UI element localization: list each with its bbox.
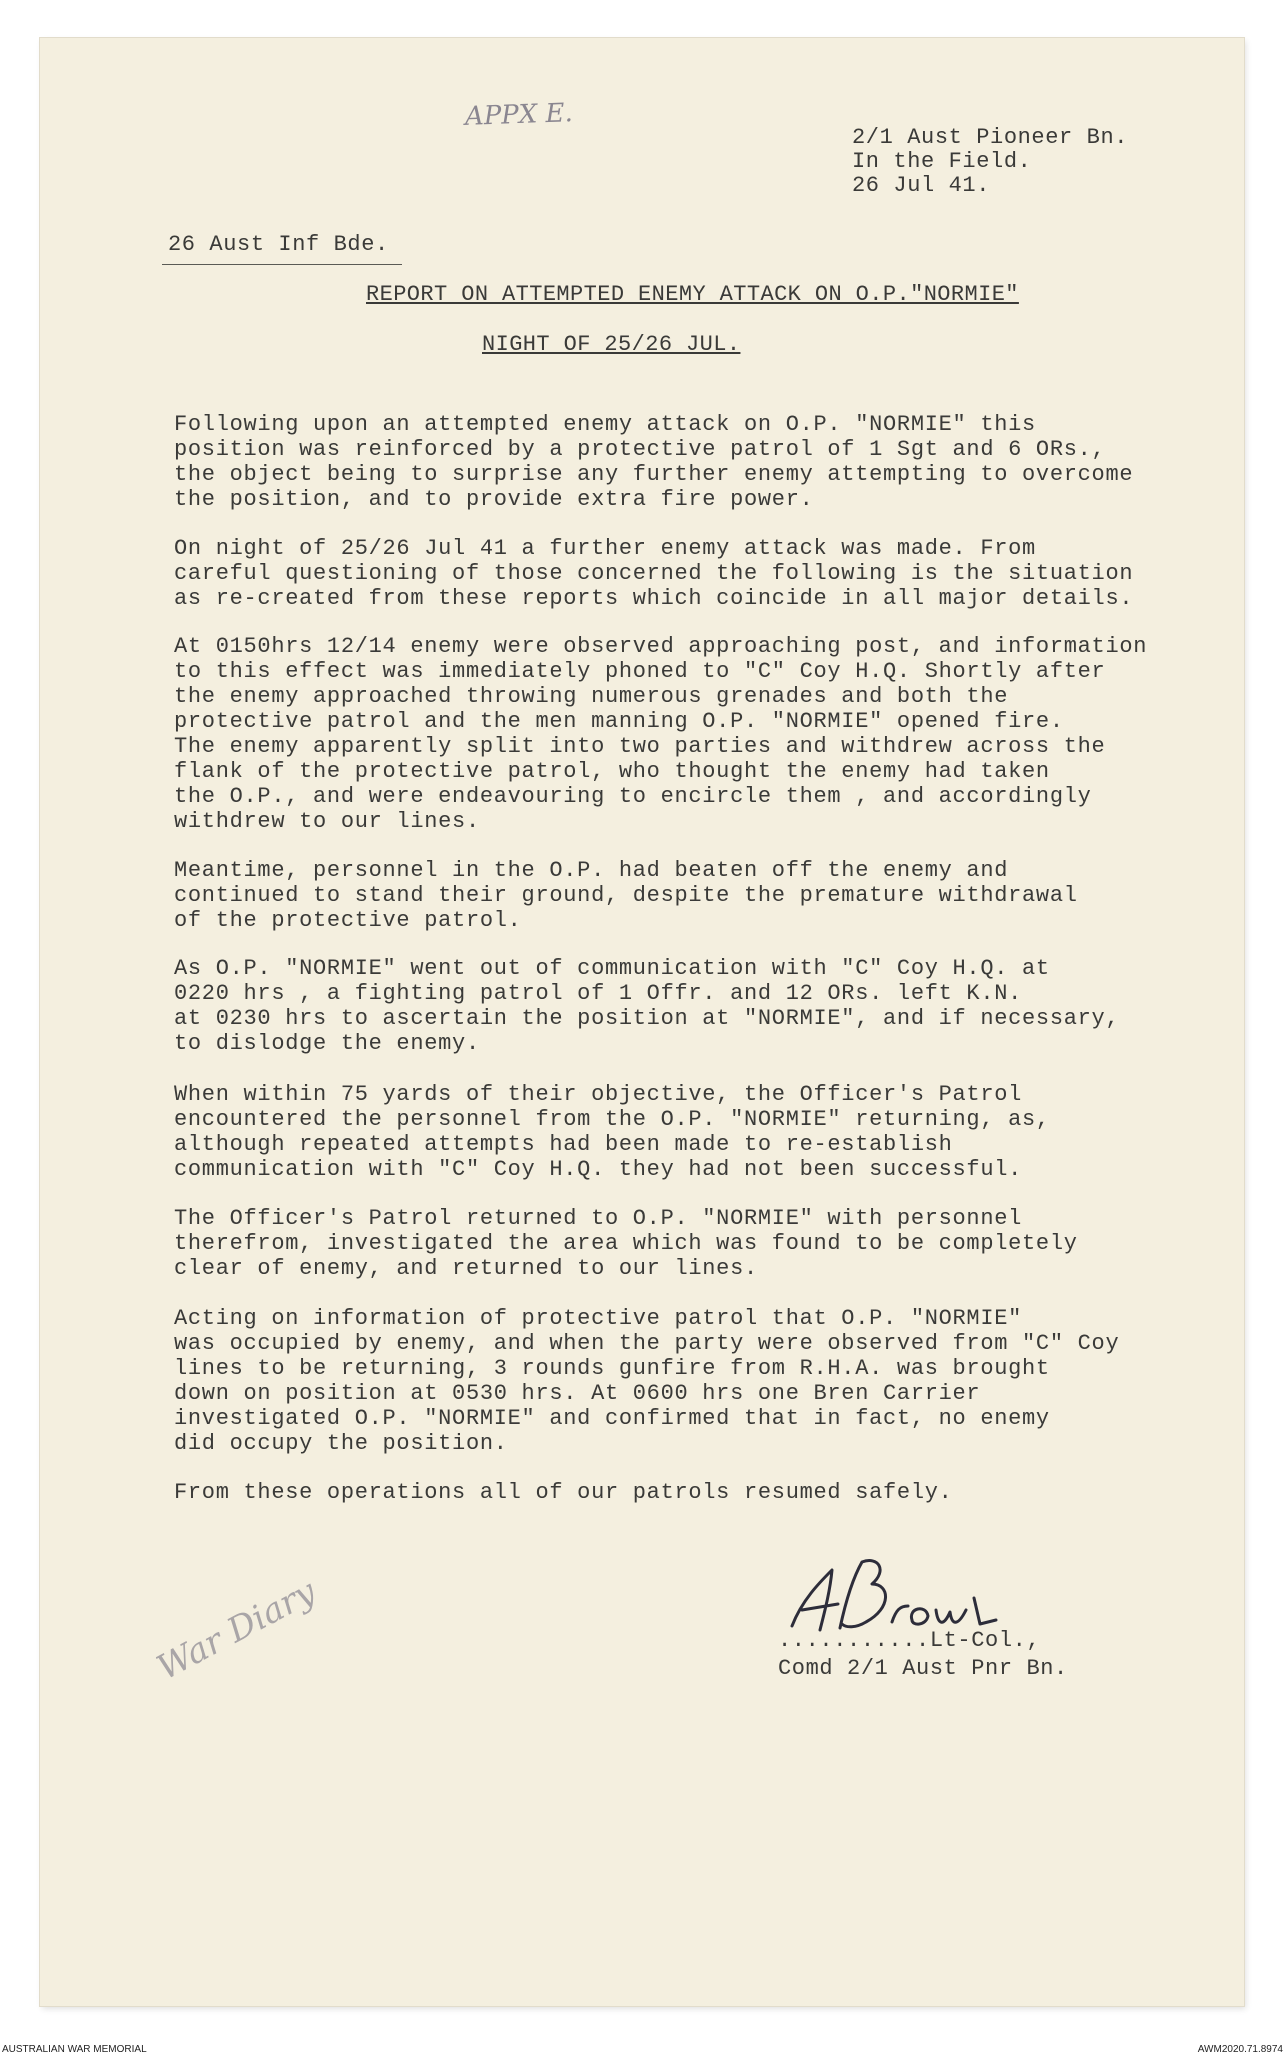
archive-reference: AWM2020.71.8974 bbox=[1197, 2044, 1283, 2055]
paragraph-line: flank of the protective patrol, who thought the enemy had taken bbox=[174, 759, 1050, 784]
paragraph-line: the enemy approached throwing numerous grenades and both the bbox=[174, 684, 1009, 709]
paragraph-9 bbox=[174, 1480, 1224, 1505]
report-title: REPORT ON ATTEMPTED ENEMY ATTACK ON O.P."NORMIE" bbox=[366, 282, 1019, 307]
letterhead-location: In the Field. bbox=[852, 149, 1032, 174]
paragraph-line: down on position at 0530 hrs. At 0600 hrs one Bren Carrier bbox=[174, 1381, 981, 1406]
paragraph-5 bbox=[174, 956, 1224, 1056]
paragraph-line: did occupy the position. bbox=[174, 1431, 508, 1456]
paragraph-line: withdrew to our lines. bbox=[174, 809, 480, 834]
paragraph-line: investigated O.P. "NORMIE" and confirmed that in fact, no enemy bbox=[174, 1406, 1050, 1431]
paragraph-line: careful questioning of those concerned the following is the situation bbox=[174, 561, 1134, 586]
appendix-annotation: APPX E. bbox=[464, 98, 574, 132]
war-diary-annotation: War Diary bbox=[150, 1571, 323, 1689]
paragraph-4 bbox=[174, 858, 1224, 933]
report-subtitle: NIGHT OF 25/26 JUL. bbox=[482, 332, 741, 357]
letterhead-unit: 2/1 Aust Pioneer Bn. bbox=[852, 125, 1129, 150]
paragraph-line: although repeated attempts had been made to re-establish bbox=[174, 1132, 953, 1157]
paragraph-line: The enemy apparently split into two parties and withdrew across the bbox=[174, 734, 1106, 759]
paragraph-line: As O.P. "NORMIE" went out of communication with "C" Coy H.Q. at bbox=[174, 956, 1050, 981]
paragraph-line: At 0150hrs 12/14 enemy were observed approaching post, and information bbox=[174, 634, 1148, 659]
letterhead-date: 26 Jul 41. bbox=[852, 173, 991, 198]
signature-rank-line: ...........Lt-Col., bbox=[778, 1628, 1041, 1653]
addressee-underline bbox=[162, 264, 402, 265]
paragraph-line: On night of 25/26 Jul 41 a further enemy attack was made. From bbox=[174, 536, 1036, 561]
paragraph-2 bbox=[174, 536, 1224, 611]
paragraph-7 bbox=[174, 1206, 1224, 1281]
paragraph-line: position was reinforced by a protective patrol of 1 Sgt and 6 ORs., bbox=[174, 437, 1106, 462]
paragraph-line: lines to be returning, 3 rounds gunfire from R.H.A. was brought bbox=[174, 1356, 1050, 1381]
paragraph-line: clear of enemy, and returned to our lines. bbox=[174, 1256, 758, 1281]
paragraph-line: Meantime, personnel in the O.P. had beaten off the enemy and bbox=[174, 858, 1009, 883]
paragraph-8 bbox=[174, 1306, 1224, 1456]
paragraph-3 bbox=[174, 634, 1224, 834]
paragraph-line: Following upon an attempted enemy attack on O.P. "NORMIE" this bbox=[174, 412, 1036, 437]
addressee: 26 Aust Inf Bde. bbox=[168, 232, 389, 257]
paragraph-line: the object being to surprise any further enemy attempting to overcome bbox=[174, 462, 1134, 487]
paragraph-line: the O.P., and were endeavouring to encircle them , and accordingly bbox=[174, 784, 1092, 809]
paragraph-line: When within 75 yards of their objective, the Officer's Patrol bbox=[174, 1082, 1023, 1107]
paragraph-line: to this effect was immediately phoned to "C" Coy H.Q. Shortly after bbox=[174, 659, 1106, 684]
paragraph-line: protective patrol and the men manning O.P. "NORMIE" opened fire. bbox=[174, 709, 1064, 734]
paragraph-line: to dislodge the enemy. bbox=[174, 1031, 480, 1056]
paragraph-line: was occupied by enemy, and when the party were observed from "C" Coy bbox=[174, 1331, 1120, 1356]
paragraph-line: Acting on information of protective patrol that O.P. "NORMIE" bbox=[174, 1306, 1023, 1331]
paragraph-line: encountered the personnel from the O.P. "NORMIE" returning, as, bbox=[174, 1107, 1050, 1132]
letterhead bbox=[852, 126, 1128, 198]
archive-label: AUSTRALIAN WAR MEMORIAL bbox=[2, 2044, 147, 2055]
paragraph-line: The Officer's Patrol returned to O.P. "NORMIE" with personnel bbox=[174, 1206, 1023, 1231]
paragraph-line: as re-created from these reports which coincide in all major details. bbox=[174, 586, 1134, 611]
paragraph-line: From these operations all of our patrols resumed safely. bbox=[174, 1480, 953, 1505]
paragraph-line: communication with "C" Coy H.Q. they had not been successful. bbox=[174, 1157, 1023, 1182]
paragraph-line: of the protective patrol. bbox=[174, 908, 522, 933]
paragraph-line: therefrom, investigated the area which was found to be completely bbox=[174, 1231, 1078, 1256]
paragraph-line: 0220 hrs , a fighting patrol of 1 Offr. and 12 ORs. left K.N. bbox=[174, 981, 1023, 1006]
signature-appointment: Comd 2/1 Aust Pnr Bn. bbox=[778, 1656, 1068, 1681]
paragraph-1 bbox=[174, 412, 1224, 512]
paragraph-line: continued to stand their ground, despite the premature withdrawal bbox=[174, 883, 1078, 908]
paragraph-line: at 0230 hrs to ascertain the position at "NORMIE", and if necessary, bbox=[174, 1006, 1120, 1031]
paragraph-6 bbox=[174, 1082, 1224, 1182]
paragraph-line: the position, and to provide extra fire power. bbox=[174, 487, 814, 512]
